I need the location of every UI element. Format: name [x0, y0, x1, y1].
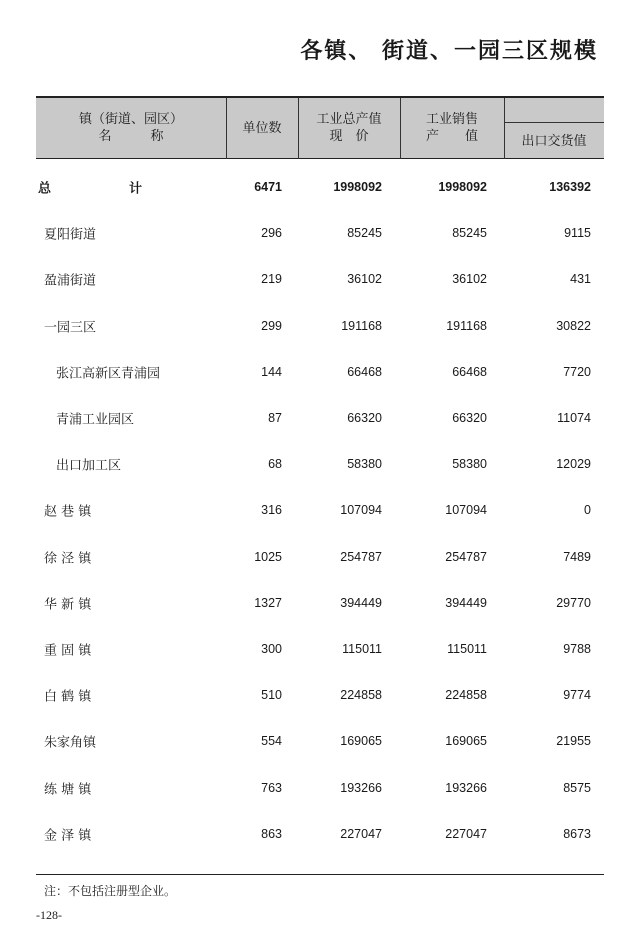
row-sales: 1998092: [438, 180, 487, 195]
table-row: [36, 580, 604, 626]
table-row: [36, 256, 604, 302]
row-sales: 85245: [452, 226, 487, 241]
row-output: 191168: [341, 318, 382, 333]
table-body: [36, 164, 604, 857]
row-export: 7720: [563, 364, 591, 379]
table-row: [36, 534, 604, 580]
row-export: 136392: [549, 180, 591, 195]
row-export: 7489: [563, 549, 591, 564]
header-output-column: [298, 98, 400, 158]
table-row: [36, 349, 604, 395]
row-sales: 169065: [445, 734, 487, 749]
row-units: 68: [268, 457, 282, 472]
table-row: [36, 811, 604, 857]
row-units: 316: [261, 503, 282, 518]
row-units: 300: [261, 641, 282, 656]
row-units: 763: [261, 780, 282, 795]
row-sales: 66468: [452, 364, 487, 379]
row-output: 66468: [347, 364, 382, 379]
table-row-total: [36, 164, 604, 210]
table-row: [36, 626, 604, 672]
footnote: 注：不包括注册型企业。: [44, 884, 177, 898]
header-sales-column: [400, 98, 504, 158]
row-sales: 193266: [445, 780, 487, 795]
header-name-line1: 镇（街道、园区）: [78, 112, 183, 127]
row-units: 219: [261, 272, 282, 287]
row-units: 6471: [254, 180, 282, 195]
row-output: 66320: [347, 411, 382, 426]
header-output-line2: 现 价: [329, 129, 369, 144]
row-sales: 115011: [447, 641, 487, 656]
row-output: 85245: [347, 226, 382, 241]
row-units: 87: [268, 411, 282, 426]
header-units-label: 单位数: [242, 120, 282, 136]
table-row: [36, 303, 604, 349]
row-output: 107094: [340, 503, 382, 518]
row-output: 224858: [340, 688, 382, 703]
row-units: 863: [261, 826, 282, 841]
row-name: 华 新 镇: [44, 597, 92, 613]
page-title: 各镇、 街道、一园三区规模: [300, 38, 598, 64]
row-output: 115011: [342, 641, 382, 656]
row-sales: 66320: [452, 411, 487, 426]
row-export: 29770: [556, 595, 591, 610]
row-name: 练 塘 镇: [44, 782, 92, 798]
table-row: [36, 718, 604, 764]
row-name: 青浦工业园区: [56, 412, 135, 428]
row-name: 重 固 镇: [44, 643, 92, 659]
table-row: [36, 487, 604, 533]
row-units: 144: [261, 364, 282, 379]
row-sales: 227047: [445, 826, 487, 841]
row-sales: 36102: [452, 272, 487, 287]
table-row: [36, 395, 604, 441]
row-name: 一园三区: [44, 320, 97, 336]
row-sales: 394449: [445, 595, 487, 610]
row-units: 299: [261, 318, 282, 333]
row-export: 8673: [563, 826, 591, 841]
header-divider: [504, 98, 505, 159]
header-units-column: [226, 98, 298, 158]
row-output: 394449: [340, 595, 382, 610]
row-name: 徐 泾 镇: [44, 551, 92, 567]
row-name: 出口加工区: [56, 458, 122, 474]
header-name-line2: 名 称: [98, 129, 164, 144]
header-sales-line1: 工业销售: [425, 112, 478, 127]
row-name: 总 计: [38, 181, 143, 197]
row-output: 227047: [340, 826, 382, 841]
row-name: 白 鹤 镇: [44, 689, 92, 705]
row-export: 9774: [563, 688, 591, 703]
row-units: 510: [261, 688, 282, 703]
row-export: 8575: [563, 780, 591, 795]
row-name: 朱家角镇: [44, 735, 97, 751]
header-divider: [298, 98, 299, 159]
table-row: [36, 764, 604, 810]
page-number: -128-: [36, 908, 62, 922]
row-output: 169065: [340, 734, 382, 749]
table-header: [36, 98, 604, 159]
row-name: 张江高新区青浦园: [56, 366, 161, 382]
header-output-line1: 工业总产值: [316, 112, 382, 127]
row-units: 1327: [254, 595, 282, 610]
row-name: 赵 巷 镇: [44, 504, 92, 520]
row-name: 金 泽 镇: [44, 828, 92, 844]
row-sales: 191168: [446, 318, 487, 333]
row-output: 36102: [347, 272, 382, 287]
table-row: [36, 672, 604, 718]
row-units: 554: [261, 734, 282, 749]
row-name: 盈浦街道: [44, 273, 97, 289]
row-export: 21955: [556, 734, 591, 749]
row-sales: 58380: [452, 457, 487, 472]
header-export-label: 出口交货值: [521, 133, 587, 149]
header-export-column: [504, 124, 604, 158]
row-output: 193266: [340, 780, 382, 795]
row-export: 431: [570, 272, 591, 287]
table-row: [36, 441, 604, 487]
row-sales: 224858: [445, 688, 487, 703]
row-export: 12029: [556, 457, 591, 472]
row-export: 30822: [556, 318, 591, 333]
table-bottom-rule: [36, 874, 604, 875]
header-sales-line2: 产 值: [425, 129, 478, 144]
row-output: 254787: [340, 549, 382, 564]
row-units: 296: [261, 226, 282, 241]
row-sales: 254787: [445, 549, 487, 564]
row-output: 1998092: [333, 180, 382, 195]
row-name: 夏阳街道: [44, 227, 97, 243]
row-units: 1025: [254, 549, 282, 564]
row-export: 11074: [557, 411, 591, 426]
row-export: 9115: [564, 226, 591, 241]
table-row: [36, 210, 604, 256]
header-divider: [400, 98, 401, 159]
header-divider: [226, 98, 227, 159]
row-export: 9788: [563, 641, 591, 656]
row-output: 58380: [347, 457, 382, 472]
header-sub-rule: [504, 122, 604, 123]
row-export: 0: [584, 503, 591, 518]
row-sales: 107094: [445, 503, 487, 518]
header-name-column: [36, 98, 226, 158]
